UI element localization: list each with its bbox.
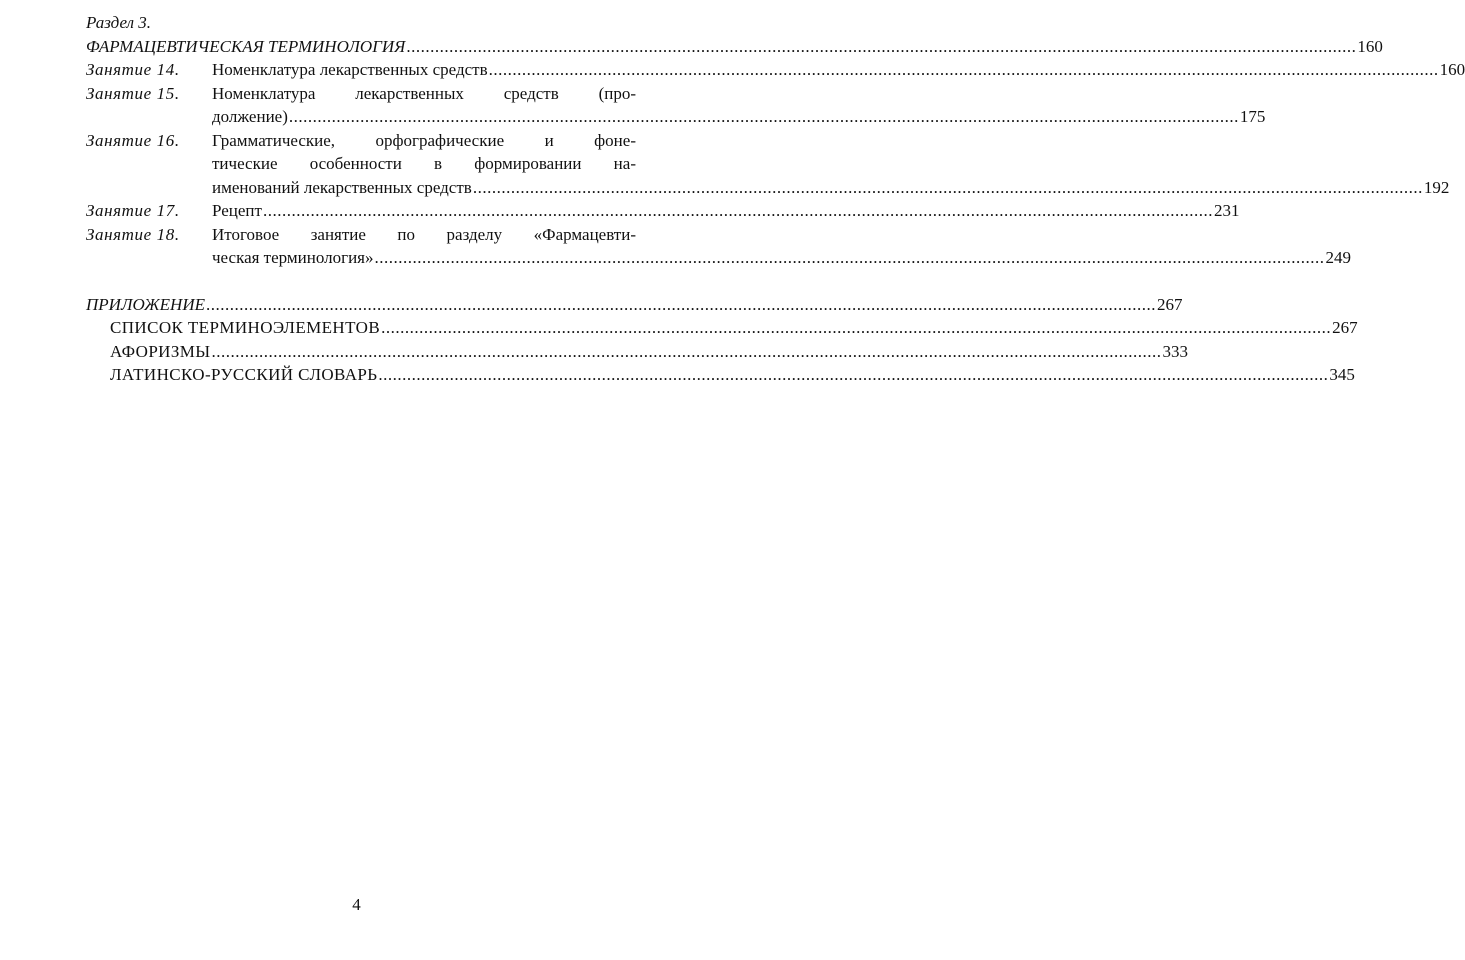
dot-leader: ........................................................................................................................................................................................................ — [211, 341, 1162, 361]
section-title-page: 160 — [1357, 36, 1383, 56]
lesson-label: Занятие 16. — [86, 130, 180, 150]
section-heading: Раздел 3. — [86, 13, 151, 32]
section-title: ФАРМАЦЕВТИЧЕСКАЯ ТЕРМИНОЛОГИЯ — [86, 36, 406, 56]
lesson-entry-15 — [86, 82, 1266, 129]
appendix-item-dictionary — [86, 363, 1355, 387]
appendix-item-page: 267 — [1332, 318, 1358, 337]
appendix-item-page: 345 — [1329, 365, 1355, 384]
lesson-page: 160 — [1439, 60, 1465, 79]
section-title-row — [86, 35, 1383, 59]
lesson-label: Занятие 17. — [86, 201, 180, 220]
appendix-item-aphorisms — [86, 340, 1189, 364]
lesson-title-line: Грамматические, орфографические и фоне- — [212, 130, 636, 150]
lesson-page: 192 — [1423, 177, 1450, 197]
page-number: 4 — [352, 895, 361, 914]
dot-leader: ........................................................................................................................................................................................................ — [262, 201, 1213, 220]
table-of-contents — [86, 11, 1465, 387]
lesson-title-line: тические особенности в формировании на- — [212, 154, 636, 173]
appendix-item-title: АФОРИЗМЫ — [110, 341, 211, 361]
lesson-page: 249 — [1325, 248, 1351, 267]
lesson-page: 175 — [1239, 107, 1266, 126]
lesson-entry-14 — [86, 58, 1465, 82]
dot-leader: ........................................................................................................................................................................................................ — [488, 60, 1439, 79]
lesson-title-line: Номенклатура лекарственных средств (про- — [212, 83, 636, 103]
spacer — [86, 270, 636, 293]
lesson-title-line: ческая терминология» — [212, 248, 374, 267]
lesson-entry-18 — [86, 223, 1351, 270]
appendix-item-title: ЛАТИНСКО-РУССКИЙ СЛОВАРЬ — [110, 365, 378, 384]
dot-leader: ........................................................................................................................................................................................................ — [406, 36, 1357, 56]
dot-leader: ........................................................................................................................................................................................................ — [472, 177, 1423, 197]
appendix-item-terms — [86, 316, 1358, 340]
lesson-page: 231 — [1213, 201, 1240, 220]
appendix-page: 267 — [1156, 294, 1183, 314]
lesson-label: Занятие 14. — [86, 60, 180, 79]
appendix-title: ПРИЛОЖЕНИЕ — [86, 294, 205, 314]
lesson-title-line: Рецепт — [212, 201, 262, 220]
lesson-title-line: должение) — [212, 107, 288, 126]
lesson-title-line: именований лекарственных средств — [212, 177, 472, 197]
lesson-label: Занятие 18. — [86, 224, 180, 244]
dot-leader: ........................................................................................................................................................................................................ — [374, 248, 1325, 267]
dot-leader: ........................................................................................................................................................................................................ — [205, 294, 1156, 314]
lesson-entry-16 — [86, 129, 1450, 200]
appendix-item-title: СПИСОК ТЕРМИНОЭЛЕМЕНТОВ — [110, 318, 381, 337]
lesson-title-line: Номенклатура лекарственных средств — [212, 60, 488, 79]
dot-leader: ........................................................................................................................................................................................................ — [378, 365, 1329, 384]
lesson-entry-17 — [86, 199, 1240, 223]
lesson-title-line: Итоговое занятие по разделу «Фармацевти- — [212, 224, 636, 244]
dot-leader: ........................................................................................................................................................................................................ — [288, 107, 1239, 126]
appendix-item-page: 333 — [1162, 341, 1189, 361]
lesson-label: Занятие 15. — [86, 83, 180, 103]
appendix-row — [86, 293, 1183, 317]
dot-leader: ........................................................................................................................................................................................................ — [381, 318, 1332, 337]
